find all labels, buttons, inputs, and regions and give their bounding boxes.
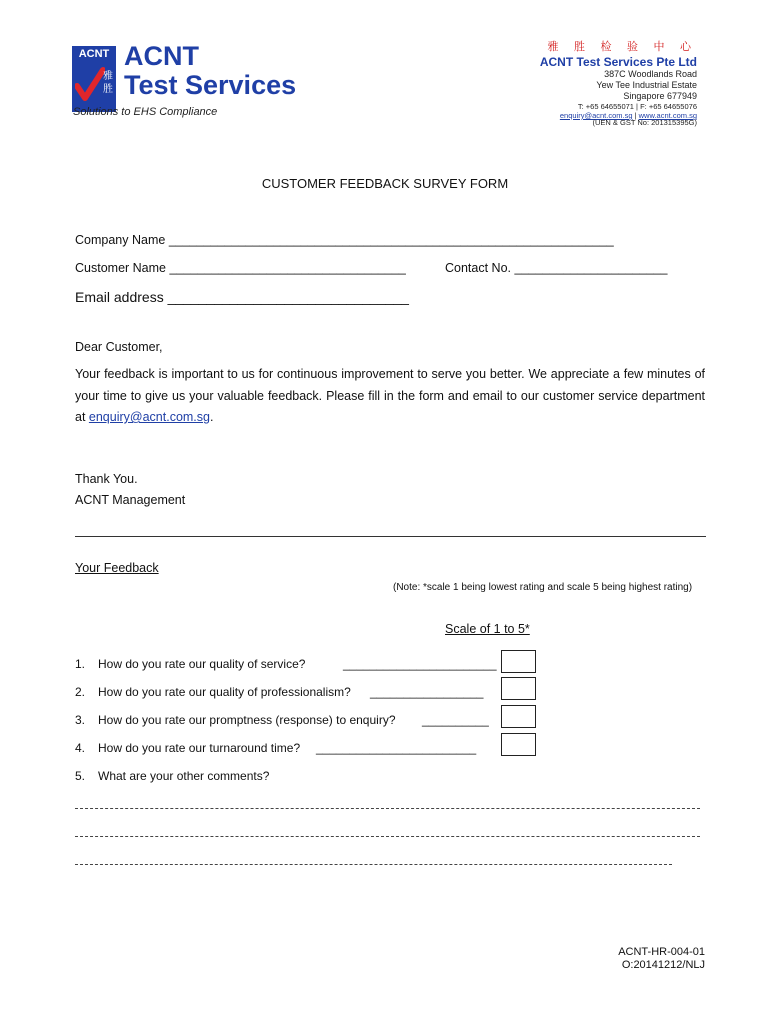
signoff: ACNT Management [75, 493, 186, 507]
website-link[interactable]: www.acnt.com.sg [638, 111, 697, 120]
phone-fax: T: +65 64655071 | F: +65 64655076 [577, 102, 697, 111]
question-text: What are your other comments? [98, 769, 270, 783]
document-code: ACNT-HR-004-01 [618, 946, 705, 958]
service-email-link[interactable]: enquiry@acnt.com.sg [88, 410, 210, 424]
section-divider [75, 536, 706, 537]
question-blank: ________________________ [316, 741, 477, 755]
company-name-label: Company Name [75, 233, 166, 247]
address-line-3: Singapore 677949 [623, 91, 697, 101]
chinese-company-name: 雅 胜 检 验 中 心 [547, 40, 697, 53]
company-name: ACNT Test Services Pte Ltd [539, 55, 697, 69]
question-number: 5. [75, 769, 86, 783]
brand-name-line2: Test Services [124, 70, 297, 100]
question-blank: __________ [422, 713, 489, 727]
contact-blank[interactable]: ______________________ [514, 261, 668, 275]
question-blank: _______________________ [343, 657, 497, 671]
address-line-2: Yew Tee Industrial Estate [596, 80, 697, 90]
question-text: How do you rate our turnaround time? [98, 741, 301, 755]
question-text: How do you rate our promptness (response) to enquiry? [98, 713, 396, 727]
comment-line[interactable] [75, 836, 700, 837]
question-number: 4. [75, 741, 86, 755]
form-title: CUSTOMER FEEDBACK SURVEY FORM [261, 176, 509, 191]
comment-line[interactable] [75, 808, 700, 809]
question-number: 3. [75, 713, 86, 727]
link-separator: | [632, 111, 639, 120]
rating-box[interactable] [501, 650, 536, 673]
question-text: How do you rate our quality of professionalism? [98, 685, 351, 699]
customer-name-label: Customer Name [75, 261, 166, 275]
company-name-blank[interactable]: ________________________________________________________________ [168, 233, 614, 247]
company-logo [72, 46, 116, 112]
contact-label: Contact No. [445, 261, 512, 275]
comment-line[interactable] [75, 864, 672, 865]
letter-body-text: Your feedback is important to us for continuous improvement to serve you better. We appreciate a few minutes of your time to give us your valuable feedback. Please fill in the form and email to our customer service department at [75, 367, 705, 424]
feedback-heading: Your Feedback [75, 561, 159, 575]
logo-chinese-text: 雅 胜 [103, 71, 113, 95]
document-revision: O:20141212/NLJ [621, 959, 705, 971]
email-link[interactable]: enquiry@acnt.com.sg [559, 111, 633, 120]
registration-number: (UEN & GST No: 201315395G) [592, 118, 697, 127]
thank-you: Thank You. [75, 472, 138, 486]
greeting: Dear Customer, [75, 340, 163, 354]
question-number: 1. [75, 657, 86, 671]
question-text: How do you rate our quality of service? [98, 657, 306, 671]
tagline: Solutions to EHS Compliance [73, 106, 218, 118]
rating-box[interactable] [501, 677, 536, 700]
email-label: Email address [75, 289, 164, 305]
contact-number-field[interactable] [445, 261, 667, 275]
scale-label: Scale of 1 to 5* [445, 622, 530, 636]
company-name-field[interactable] [75, 233, 614, 247]
email-blank[interactable]: _______________________________ [167, 289, 409, 305]
checkmark-icon [75, 66, 105, 104]
logo-text: ACNT [78, 48, 110, 60]
email-address-field[interactable] [75, 289, 409, 305]
customer-name-blank[interactable]: __________________________________ [169, 261, 406, 275]
letter-body [75, 364, 705, 429]
brand-name-line1: ACNT [124, 41, 199, 71]
question-blank: _________________ [370, 685, 484, 699]
customer-name-field[interactable] [75, 261, 406, 275]
address-line-1: 387C Woodlands Road [604, 69, 697, 79]
rating-box[interactable] [501, 733, 536, 756]
rating-box[interactable] [501, 705, 536, 728]
letter-body-end: . [209, 410, 214, 424]
scale-note: (Note: *scale 1 being lowest rating and scale 5 being highest rating) [393, 582, 693, 593]
question-number: 2. [75, 685, 86, 699]
